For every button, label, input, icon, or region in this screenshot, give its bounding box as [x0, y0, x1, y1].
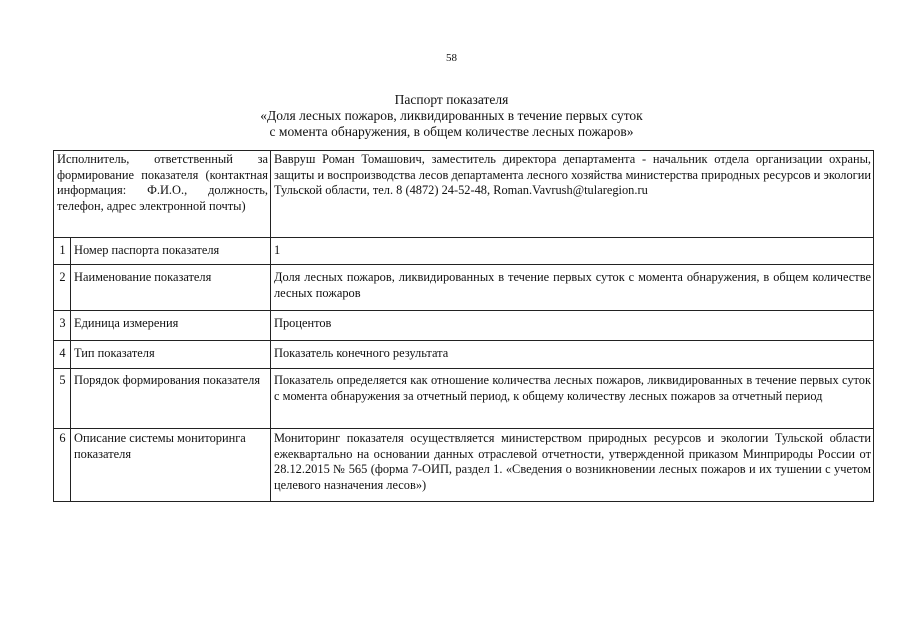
table-row — [54, 238, 874, 265]
row-value: Процентов — [271, 311, 874, 341]
row-value: Показатель определяется как отношение количества лесных пожаров, ликвидированных в течение первых суток с момента обнаружения за отчетный период, к общему количеству лесных пожаров за отчетный период — [271, 369, 874, 429]
page-number: 58 — [446, 52, 457, 64]
table-row — [54, 311, 874, 341]
row-value: Показатель конечного результата — [271, 341, 874, 369]
table-row — [54, 341, 874, 369]
title-line-1: Паспорт показателя — [394, 92, 509, 107]
row-label: Порядок формирования показателя — [71, 369, 271, 429]
row-label: Наименование показателя — [71, 265, 271, 311]
row-number: 1 — [54, 238, 71, 265]
row-label: Единица измерения — [71, 311, 271, 341]
table-row-executor — [54, 151, 874, 238]
title-line-2: «Доля лесных пожаров, ликвидированных в течение первых суток — [260, 108, 643, 123]
row-value: Мониторинг показателя осуществляется министерством природных ресурсов и экологии Тульской области ежеквартально на основании данных отраслевой отчетности, утвержденной приказом Минприроды России от 28.12.2015 № 565 (форма 7-ОИП, раздел 1. «Сведения о возникновении лесных пожаров и их тушении с учетом целевого назначения лесов») — [271, 429, 874, 502]
executor-label: Исполнитель, ответственный за формирование показателя (контактная информация: Ф.И.О., должность, телефон, адрес электронной почты) — [54, 151, 271, 238]
row-label: Описание системы мониторинга показателя — [71, 429, 271, 502]
row-number: 5 — [54, 369, 71, 429]
row-number: 3 — [54, 311, 71, 341]
row-label: Номер паспорта показателя — [71, 238, 271, 265]
table-row — [54, 369, 874, 429]
title-line-3: с момента обнаружения, в общем количестве лесных пожаров» — [269, 124, 634, 139]
row-number: 4 — [54, 341, 71, 369]
document-title — [0, 92, 903, 140]
row-label: Тип показателя — [71, 341, 271, 369]
row-value: 1 — [271, 238, 874, 265]
row-value: Доля лесных пожаров, ликвидированных в течение первых суток с момента обнаружения, в общем количестве лесных пожаров — [271, 265, 874, 311]
table-row — [54, 429, 874, 502]
row-number: 2 — [54, 265, 71, 311]
passport-table — [53, 150, 874, 502]
executor-value: Вавруш Роман Томашович, заместитель директора департамента - начальник отдела организации охраны, защиты и воспроизводства лесов департамента лесного хозяйства министерства природных ресурсов и экологии Тульской области, тел. 8 (4872) 24-52-48, Roman.Vavrush@tularegion.ru — [271, 151, 874, 238]
row-number: 6 — [54, 429, 71, 502]
table-row — [54, 265, 874, 311]
